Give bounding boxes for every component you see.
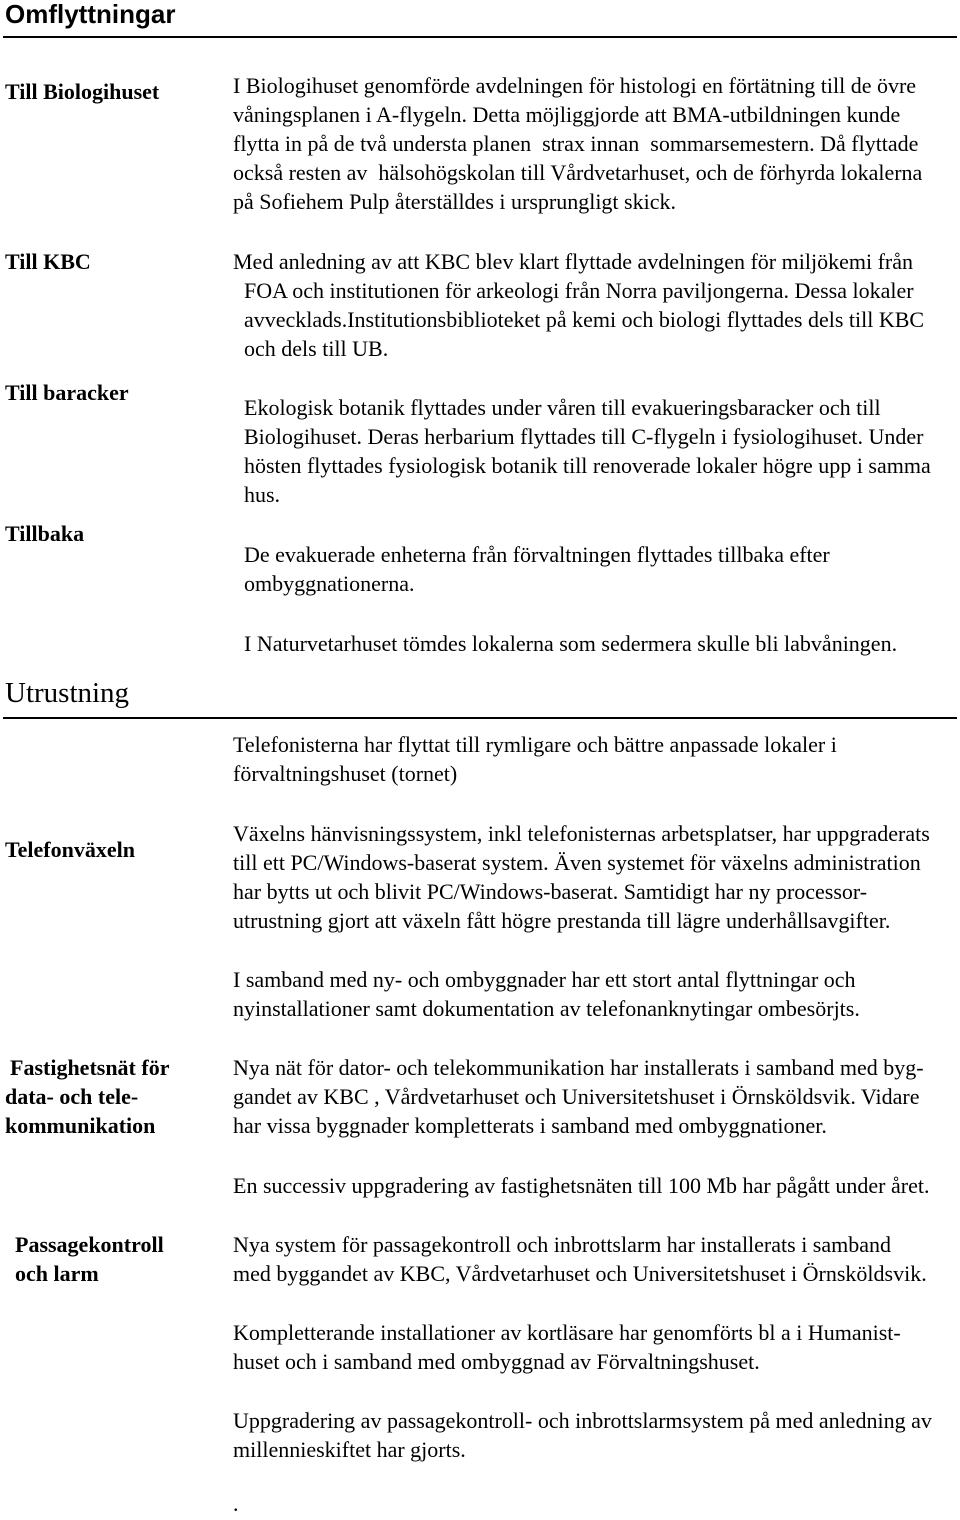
section-divider [3,717,957,719]
paragraph-line: avvecklads.Institutionsbiblioteket på kemi och biologi flyttades dels till KBC [244,307,925,332]
paragraph-line: har vissa byggnader kompletterats i samband med ombyggnationer. [233,1113,827,1138]
paragraph-line: förvaltningshuset (tornet) [233,761,458,786]
paragraph-line: hösten flyttades fysiologisk botanik till renoverade lokaler högre upp i samma [244,453,931,478]
label-line: data- och tele- [5,1084,139,1109]
paragraph-line: millennieskiftet har gjorts. [233,1437,466,1462]
paragraph-line: Nya system för passagekontroll och inbrottslarm har installerats i samband [233,1232,892,1257]
paragraph-uppgradering-natet [233,1171,929,1200]
paragraph-line: har bytts ut och blivit PC/Windows-baserat. Samtidigt har ny processor- [233,879,868,904]
paragraph-kbc [233,247,924,363]
paragraph-line: Växelns hänvisningssystem, inkl telefonisternas arbetsplatser, har uppgraderats [233,821,930,846]
paragraph-baracker [244,393,931,509]
paragraph-line: med byggandet av KBC, Vårdvetarhuset och Universitetshuset i Örnsköldsvik. [233,1261,927,1286]
label-till-kbc: Till KBC [5,249,91,274]
paragraph-line: huset och i samband med ombyggnad av Förvaltningshuset. [233,1349,760,1374]
paragraph-naturvetarhuset [244,629,897,658]
paragraph-line: Biologihuset. Deras herbarium flyttades till C-flygeln i fysiologihuset. Under [244,424,924,449]
paragraph-line: till ett PC/Windows-baserat system. Även systemet för växelns administration [233,850,921,875]
paragraph-line: Ekologisk botanik flyttades under våren till evakueringsbaracker och till [244,395,881,420]
paragraph-line: I samband med ny- och ombyggnader har ett stort antal flyttningar och [233,967,856,992]
paragraph-line: ombyggnationerna. [244,571,415,596]
label-tillbaka: Tillbaka [5,521,85,546]
paragraph-kortlasare [233,1318,901,1376]
paragraph-line: Telefonisterna har flyttat till rymligare och bättre anpassade lokaler i [233,732,837,757]
paragraph-line: våningsplanen i A-flygeln. Detta möjliggjorde att BMA-utbildningen kunde [233,102,901,127]
paragraph-line: gandet av KBC , Vårdvetarhuset och Universitetshuset i Örnsköldsvik. Vidare [233,1084,920,1109]
paragraph-line: Uppgradering av passagekontroll- och inbrottslarmsystem på med anledning av [233,1408,932,1433]
paragraph-telefonister [233,730,837,788]
paragraph-line: I Biologihuset genomförde avdelningen för histologi en förtätning till de övre [233,73,917,98]
label-line: och larm [15,1261,99,1286]
paragraph-line: och dels till UB. [244,336,389,361]
paragraph-line: En successiv uppgradering av fastighetsnäten till 100 Mb har pågått under året. [233,1173,930,1198]
label-line: Fastighetsnät för [10,1055,170,1080]
label-line: kommunikation [5,1113,156,1138]
label-line: Passagekontroll [15,1232,164,1257]
section-divider [3,36,957,38]
paragraph-line: FOA och institutionen för arkeologi från Norra paviljongerna. Dessa lokaler [244,278,914,303]
paragraph-line: Kompletterande installationer av kortläsare har genomförts bl a i Humanist- [233,1320,901,1345]
paragraph-vaxel [233,819,930,935]
paragraph-line: nyinstallationer samt dokumentation av telefonanknytingar ombesörjts. [233,996,860,1021]
paragraph-passagekontroll [233,1230,927,1288]
paragraph-line: I Naturvetarhuset tömdes lokalerna som sedermera skulle bli labvåningen. [244,631,898,656]
paragraph-line: Nya nät för dator- och telekommunikation har installerats i samband med byg- [233,1055,924,1080]
paragraph-line: på Sofiehem Pulp återställdes i ursprungligt skick. [233,189,676,214]
section-heading-utrustning: Utrustning [5,677,130,709]
paragraph-line: också resten av hälsohögskolan till Vårdvetarhuset, och de förhyrda lokalerna [233,160,923,185]
paragraph-millennieskiftet [233,1406,932,1464]
paragraph-line: flytta in på de två understa planen strax innan sommarsemestern. Då flyttade [233,131,919,156]
footer-mark: . [233,1491,239,1516]
paragraph-tillbaka [244,540,830,598]
paragraph-line: hus. [244,482,281,507]
label-passagekontroll [15,1230,164,1288]
paragraph-biologihuset [233,71,922,216]
label-telefonvaxeln [5,835,135,864]
section-heading-omflyttningar: Omflyttningar [5,0,176,29]
paragraph-fastighetsnat [233,1053,924,1140]
paragraph-line: De evakuerade enheterna från förvaltningen flyttades tillbaka efter [244,542,830,567]
label-till-baracker: Till baracker [5,380,129,405]
paragraph-flyttningar [233,965,860,1023]
paragraph-line: Med anledning av att KBC blev klart flyttade avdelningen för miljökemi från [233,249,913,274]
label-line: Telefonväxeln [5,837,135,862]
label-till-biologihuset: Till Biologihuset [5,79,160,104]
label-fastighetsnat [5,1053,169,1140]
paragraph-line: utrustning gjort att växeln fått högre prestanda till lägre underhållsavgifter. [233,908,891,933]
